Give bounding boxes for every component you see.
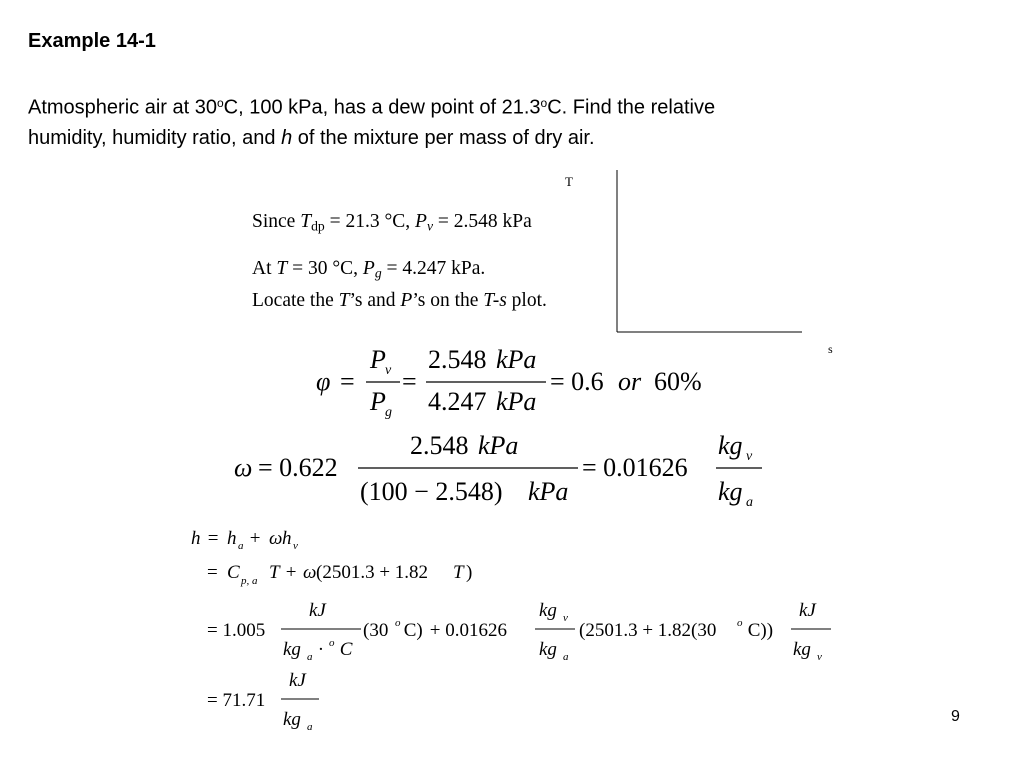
t-s-plot: [560, 170, 850, 360]
var-P: P: [400, 289, 413, 311]
page-number: 9: [951, 708, 960, 725]
var-h: h: [282, 528, 292, 549]
omega-symbol: ω: [269, 528, 283, 549]
var-C: C: [227, 562, 240, 583]
degree: o: [737, 617, 743, 629]
degree-symbol: o: [216, 96, 224, 110]
sub-a: a: [238, 540, 244, 552]
unit: kPa: [496, 345, 537, 374]
unit: kPa: [478, 431, 519, 460]
var-P: P: [362, 258, 375, 280]
omega-coefficient: = 0.622: [258, 453, 338, 482]
pv-value: 2.548: [428, 345, 487, 374]
omega-symbol: ω: [303, 562, 317, 583]
h-line-1: [191, 528, 298, 552]
var-T: T: [453, 562, 464, 583]
slide-title: Example 14-1: [28, 30, 156, 52]
var-T: T: [300, 211, 312, 232]
sub-a: a: [746, 495, 753, 510]
problem-h-symbol: h: [281, 126, 293, 149]
text: = 30 °C,: [287, 258, 363, 280]
var-h: h: [227, 528, 237, 549]
sub-a: a: [563, 651, 569, 663]
unit: kPa: [496, 387, 537, 416]
text: ’s on the: [412, 289, 484, 311]
equals: =: [402, 367, 417, 396]
given-line-3: [252, 287, 557, 314]
expression: C)): [743, 620, 774, 641]
t-axis-label: T: [565, 174, 573, 189]
var-T: T: [338, 289, 350, 311]
paren: ): [466, 562, 473, 583]
text: = 2.548 kPa: [433, 211, 532, 232]
unit-kJ: kJ: [799, 600, 816, 621]
enthalpy-equations: [185, 520, 845, 742]
h-line-3: [207, 600, 831, 663]
text: Since: [252, 211, 301, 232]
unit-kJ: kJ: [289, 670, 306, 691]
problem-statement: [28, 88, 988, 153]
var-h: h: [191, 528, 201, 549]
equals: =: [203, 528, 224, 549]
equals: =: [207, 562, 223, 583]
var-C: C): [399, 620, 423, 641]
unit-kg: kg: [793, 639, 811, 660]
unit-kg: kg: [283, 709, 301, 730]
unit-kg: kg: [539, 639, 557, 660]
equals: =: [340, 367, 355, 396]
or-text: or: [618, 367, 642, 396]
text: plot.: [506, 289, 547, 311]
percent-result: 60%: [654, 367, 702, 396]
degree: o: [329, 637, 335, 649]
expression: (2501.3 + 1.82: [316, 562, 429, 583]
expression: (2501.3 + 1.82(30: [579, 620, 717, 641]
plus: +: [281, 562, 302, 583]
h-result: = 71.71: [207, 690, 266, 711]
given-values: [252, 208, 557, 314]
problem-text: C. Find the relative: [547, 96, 716, 119]
denominator-value: (100 − 2.548): [360, 477, 503, 506]
pg-value: 4.247: [428, 387, 487, 416]
unit-kg: kg: [283, 639, 301, 660]
unit-kg: kg: [718, 431, 743, 460]
degree-symbol: o: [540, 96, 548, 110]
text: = 21.3 °C,: [324, 211, 416, 232]
sub-dp: dp: [311, 218, 325, 234]
unit-kg: kg: [718, 477, 743, 506]
given-line-2: [252, 255, 557, 286]
omega-equation: [230, 428, 790, 514]
degree: o: [395, 617, 401, 629]
omega-value: + 0.01626: [425, 620, 507, 641]
sub-v: v: [293, 540, 298, 552]
coefficient: = 1.005: [207, 620, 266, 641]
sub-v: v: [746, 449, 753, 464]
var-C: C: [335, 639, 353, 660]
phi-result: = 0.6: [550, 367, 604, 396]
pg-P: P: [370, 387, 386, 416]
omega-symbol: ω: [234, 453, 253, 482]
given-line-1: [252, 208, 557, 239]
temp-30: (30: [363, 620, 389, 641]
unit-kJ: kJ: [309, 600, 326, 621]
var-Ts: T-s: [483, 289, 507, 311]
text: = 4.247 kPa.: [381, 258, 486, 280]
problem-text: Atmospheric air at 30: [28, 96, 217, 119]
var-T: T: [276, 258, 288, 280]
h-line-2: [207, 562, 472, 587]
text: ’s and: [349, 289, 401, 311]
problem-text: C, 100 kPa, has a dew point of 21.3: [223, 96, 541, 119]
omega-result: = 0.01626: [582, 453, 688, 482]
sub-a: a: [307, 651, 313, 663]
problem-text: of the mixture per mass of dry air.: [292, 126, 595, 149]
pv-value: 2.548: [410, 431, 469, 460]
var-T: T: [269, 562, 280, 583]
pg-sub: g: [385, 405, 392, 420]
sub-v: v: [563, 612, 568, 624]
unit-kg: kg: [539, 600, 557, 621]
dot: ·: [313, 639, 325, 660]
s-axis-label: s: [828, 342, 833, 356]
problem-text: humidity, humidity ratio, and: [28, 126, 282, 149]
phi-equation: [310, 340, 730, 426]
plus: +: [245, 528, 266, 549]
unit: kPa: [528, 477, 569, 506]
var-P: P: [415, 211, 427, 232]
sub-pa: p, a: [241, 575, 258, 587]
sub-g: g: [374, 265, 382, 281]
pv-sub: v: [385, 363, 392, 378]
sub-a: a: [307, 721, 313, 733]
text: At: [252, 258, 277, 280]
h-line-4: [207, 670, 319, 733]
text: Locate the: [252, 289, 339, 311]
pv-P: P: [370, 345, 386, 374]
sub-v: v: [426, 218, 433, 234]
phi-symbol: φ: [316, 367, 331, 396]
sub-v: v: [817, 651, 822, 663]
